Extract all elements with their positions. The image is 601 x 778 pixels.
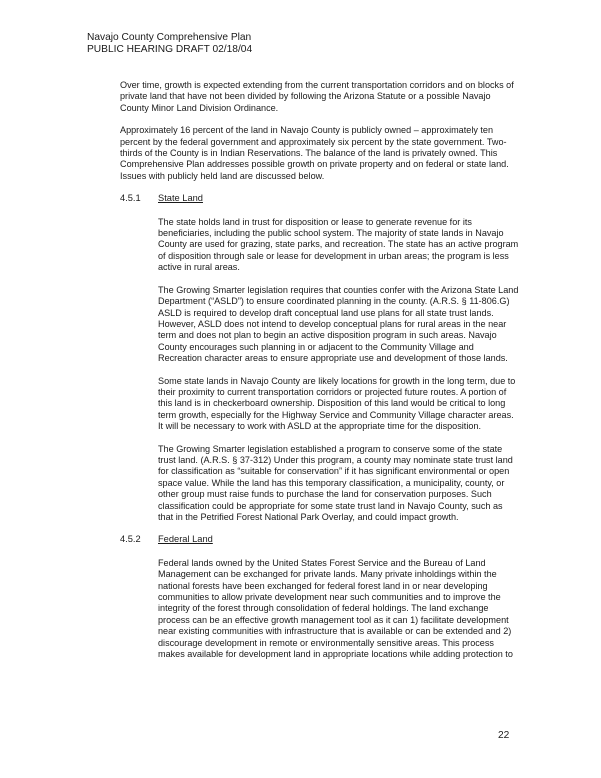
state-land-paragraph-3: Some state lands in Navajo County are likely locations for growth in the long term, due to their proximity to current transportation corridors or projected future routes. A portion of this land is in checkerboard ownership. Disposition of this land would be critical to long term growth, especially for the Highway Service and Community Village character areas. It will be necessary to work with ASLD at the appropriate time for the disposition.	[158, 375, 516, 432]
section-title: State Land	[158, 193, 203, 204]
intro-paragraph-2: Approximately 16 percent of the land in Navajo County is publicly owned – approximately ten percent by the federal government and approximately six percent by the state government. Two-thirds of the County is in Indian Reservations. The balance of the land is privately owned. This Comprehensive Plan addresses possible growth on private property and on federal or state land. Issues with publicly held land are discussed below.	[120, 125, 509, 181]
federal-land-paragraph-1: Federal lands owned by the United States Forest Service and the Bureau of Land Management can be exchanged for private lands. Many private inholdings within the national forests have been exchanged for federal forest land in or near developing communities to allow private development near such communities and to improve the integrity of the forest through consolidation of federal holdings. The land exchange process can be an effective growth management tool as it can 1) facilitate development near existing communities with infrastructure that is available or can be extended and 2) discourage development in remote or environmentally sensitive areas. This process makes available for development land in appropriate locations while adding protection to	[158, 557, 513, 660]
section-heading	[120, 193, 520, 204]
intro-paragraph-1: Over time, growth is expected extending from the current transportation corridors and on blocks of private land that have not been divided by following the Arizona Statute or a possible Navajo County Minor Land Division Ordinance.	[120, 80, 514, 113]
page-header	[87, 32, 252, 56]
section-number: 4.5.2	[120, 534, 141, 545]
section-number: 4.5.1	[120, 193, 141, 204]
document-body	[120, 80, 520, 671]
section-title: Federal Land	[158, 534, 213, 545]
section-federal-land	[120, 534, 520, 660]
state-land-paragraph-4: The Growing Smarter legislation established a program to conserve some of the state trust land. (A.R.S. § 37-312) Under this program, a county may nominate state trust land for classification as “suitable for conservation” if it has significant environmental or open space value. While the land has this temporary classification, a municipality, county, or other group must raise funds to purchase the land for conservation purposes. Such classification could be appropriate for some state trust land in Navajo County, such as that in the Petrified Forest National Park Overlay, and could impact growth.	[158, 443, 513, 522]
state-land-paragraph-2: The Growing Smarter legislation requires that counties confer with the Arizona State Land Department (“ASLD”) to ensure coordinated planning in the county. (A.R.S. § 11-806.G) ASLD is required to develop draft conceptual land use plans for all state trust lands. However, ASLD does not intend to develop conceptual plans for rural areas in the near term and does not plan to begin an active disposition program in such areas. Navajo County encourages such planning in or adjacent to the Community Village and Recreation character areas to ensure appropriate use and development of those lands.	[158, 284, 519, 364]
section-state-land	[120, 193, 520, 523]
page-number: 22	[498, 730, 510, 741]
state-land-paragraph-1: The state holds land in trust for disposition or lease to generate revenue for its beneficiaries, including the public school system. The majority of state lands in Navajo County are used for grazing, state parks, and recreation. The state has an active program of disposition through sale or lease for development in urban areas; the program is less active in rural areas.	[158, 216, 519, 273]
header-draft-label: PUBLIC HEARING DRAFT 02/18/04	[87, 44, 253, 55]
header-plan-title: Navajo County Comprehensive Plan	[87, 32, 252, 43]
section-heading	[120, 534, 520, 545]
